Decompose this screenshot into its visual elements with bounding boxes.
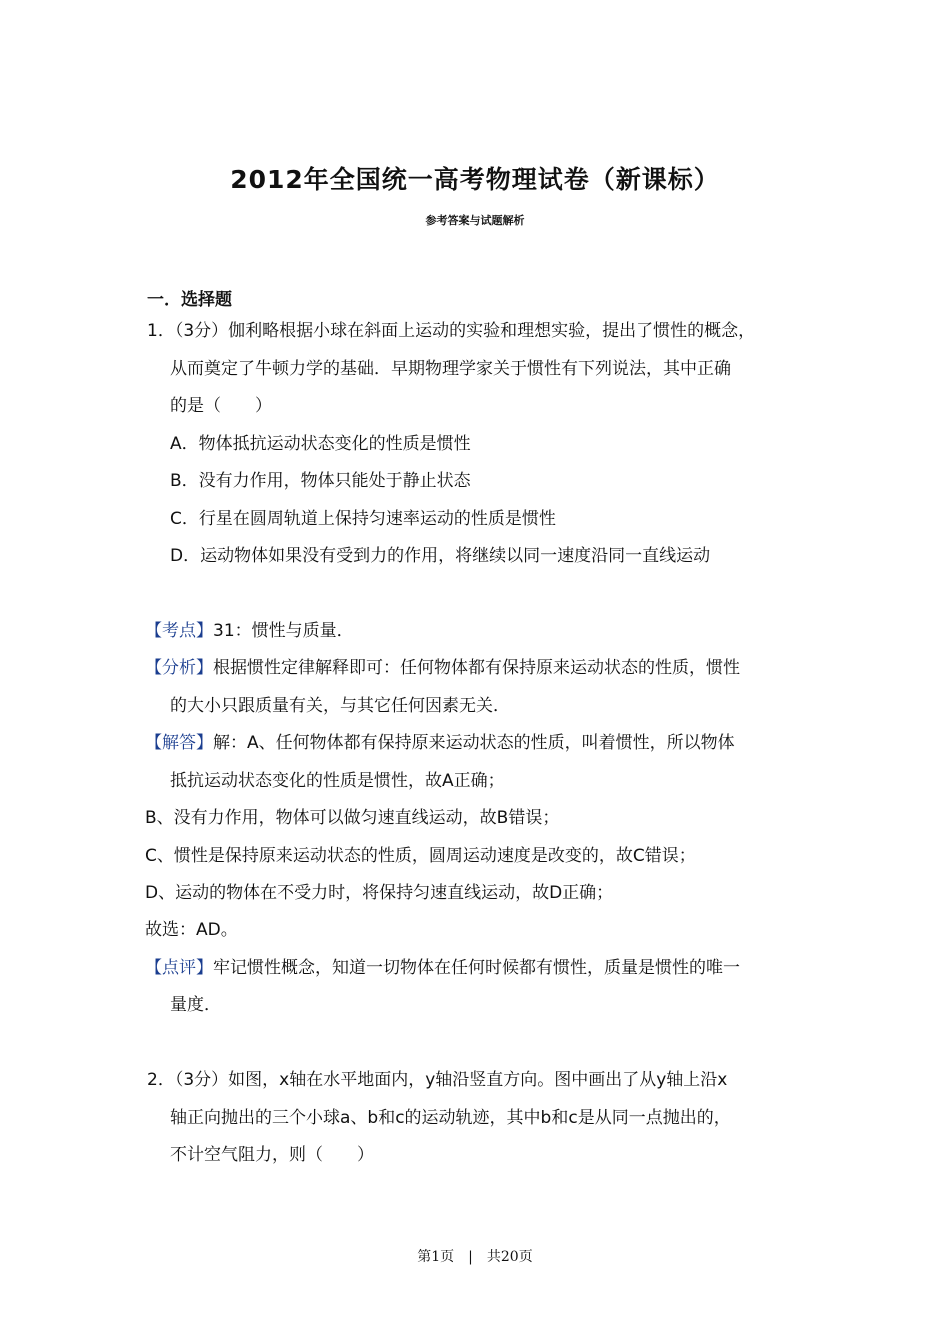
jieda-line-4: C、惯性是保持原来运动状态的性质，圆周运动速度是改变的，故C错误； <box>145 846 696 866</box>
q1-option-d: D．运动物体如果没有受到力的作用，将继续以同一速度沿同一直线运动 <box>170 546 711 566</box>
kaodian-text: 31：惯性与质量． <box>213 621 354 641</box>
page-title: 2012年全国统一高考物理试卷（新课标） <box>230 165 720 194</box>
q1-option-c: C．行星在圆周轨道上保持匀速率运动的性质是惯性 <box>170 509 556 529</box>
dianping-line-1 <box>145 960 740 977</box>
kaodian-tag: 【考点】 <box>145 621 213 641</box>
jieda-line-2: 抵抗运动状态变化的性质是惯性，故A正确； <box>170 771 505 791</box>
q2-stem-line-3: 不计空气阻力，则（ ） <box>170 1145 374 1165</box>
q2-stem-line-2: 轴正向抛出的三个小球a、b和c的运动轨迹，其中b和c是从同一点抛出的， <box>170 1108 731 1128</box>
section-heading: 一．选择题 <box>147 290 232 310</box>
fenxi-text-1: 根据惯性定律解释即可：任何物体都有保持原来运动状态的性质，惯性 <box>213 658 740 678</box>
jieda-line-6: 故选：AD。 <box>145 920 238 940</box>
q1-stem-line-3: 的是（ ） <box>170 396 272 416</box>
jieda-text-1: 解：A、任何物体都有保持原来运动状态的性质，叫着惯性，所以物体 <box>213 733 735 753</box>
q1-stem-line-1: 1．（3分）伽利略根据小球在斜面上运动的实验和理想实验，提出了惯性的概念， <box>147 321 756 341</box>
q1-option-a: A．物体抵抗运动状态变化的性质是惯性 <box>170 434 471 454</box>
fenxi-tag: 【分析】 <box>145 658 213 678</box>
dianping-tag: 【点评】 <box>145 958 213 978</box>
q1-stem-line-2: 从而奠定了牛顿力学的基础．早期物理学家关于惯性有下列说法，其中正确 <box>170 359 731 379</box>
q1-option-b: B．没有力作用，物体只能处于静止状态 <box>170 471 471 491</box>
dianping-text-1: 牢记惯性概念，知道一切物体在任何时候都有惯性，质量是惯性的唯一 <box>213 958 740 978</box>
kaodian-line <box>145 623 354 640</box>
dianping-line-2: 量度． <box>170 995 221 1015</box>
fenxi-line-2: 的大小只跟质量有关，与其它任何因素无关． <box>170 696 510 716</box>
page-subtitle: 参考答案与试题解析 <box>425 214 525 227</box>
fenxi-line-1 <box>145 660 740 677</box>
jieda-line-1 <box>145 735 735 752</box>
jieda-line-5: D、运动的物体在不受力时，将保持匀速直线运动，故D正确； <box>145 883 614 903</box>
jieda-line-3: B、没有力作用，物体可以做匀速直线运动，故B错误； <box>145 808 560 828</box>
q2-stem-line-1: 2．（3分）如图，x轴在水平地面内，y轴沿竖直方向。图中画出了从y轴上沿x <box>147 1070 728 1090</box>
page-footer: 第1页 | 共20页 <box>417 1249 533 1265</box>
jieda-tag: 【解答】 <box>145 733 213 753</box>
